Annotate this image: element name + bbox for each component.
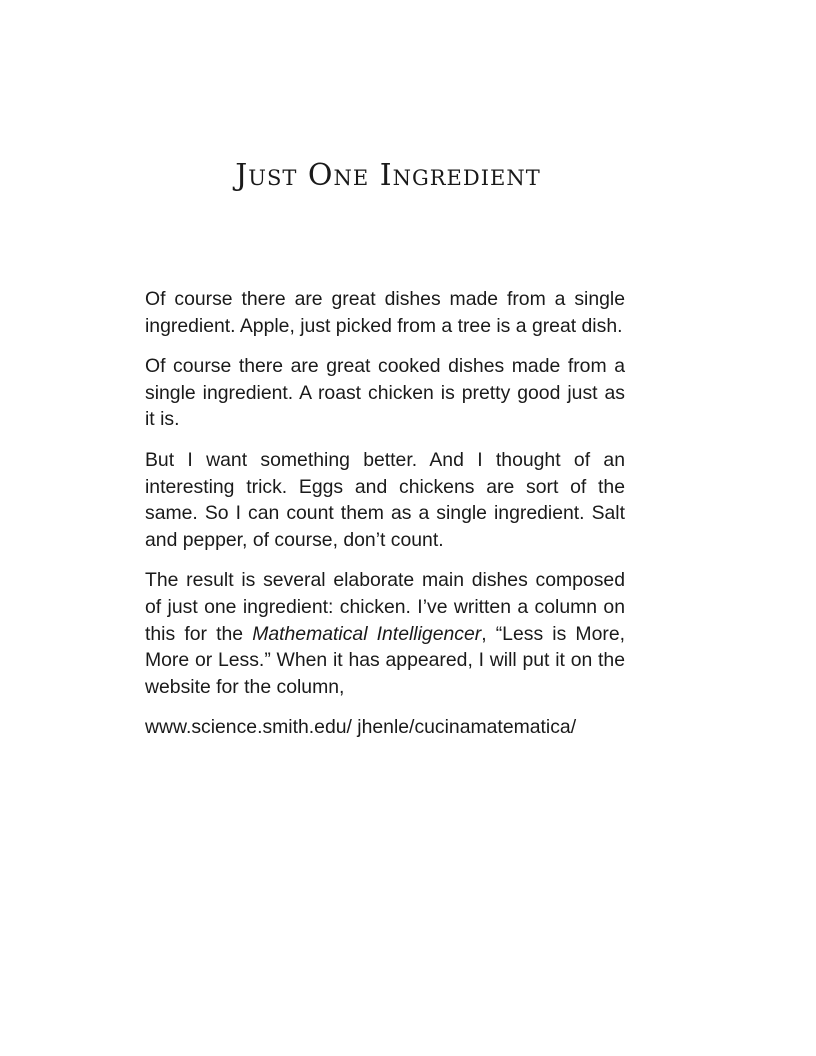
body-text: [145, 286, 625, 741]
paragraph-3: But I want something better. And I thought of an interesting trick. Eggs and chickens are sort of the same. So I can count them as a single ingredient. Salt and pepper, of course, don’t count.: [145, 448, 625, 551]
paragraph-4-after: , “Less is More, More or Less.” When it has appeared, I will put it on the website for the column,: [145, 622, 625, 698]
page-title: Just One Ingredient: [235, 158, 541, 193]
paragraph-4-before: The result is several elaborate main dishes composed of just one ingredient: chicken. I’ve written a column on this for the: [145, 569, 625, 645]
paragraph-1: Of course there are great dishes made from a single ingredient. Apple, just picked from a tree is a great dish.: [145, 288, 625, 337]
paragraph-2: Of course there are great cooked dishes made from a single ingredient. A roast chicken is pretty good just as it is.: [145, 355, 625, 431]
column-url: www.science.smith.edu/ jhenle/cucinamatematica/: [145, 716, 577, 739]
journal-name: Mathematical Intelligencer: [252, 622, 482, 645]
paragraph-4: [145, 567, 625, 700]
